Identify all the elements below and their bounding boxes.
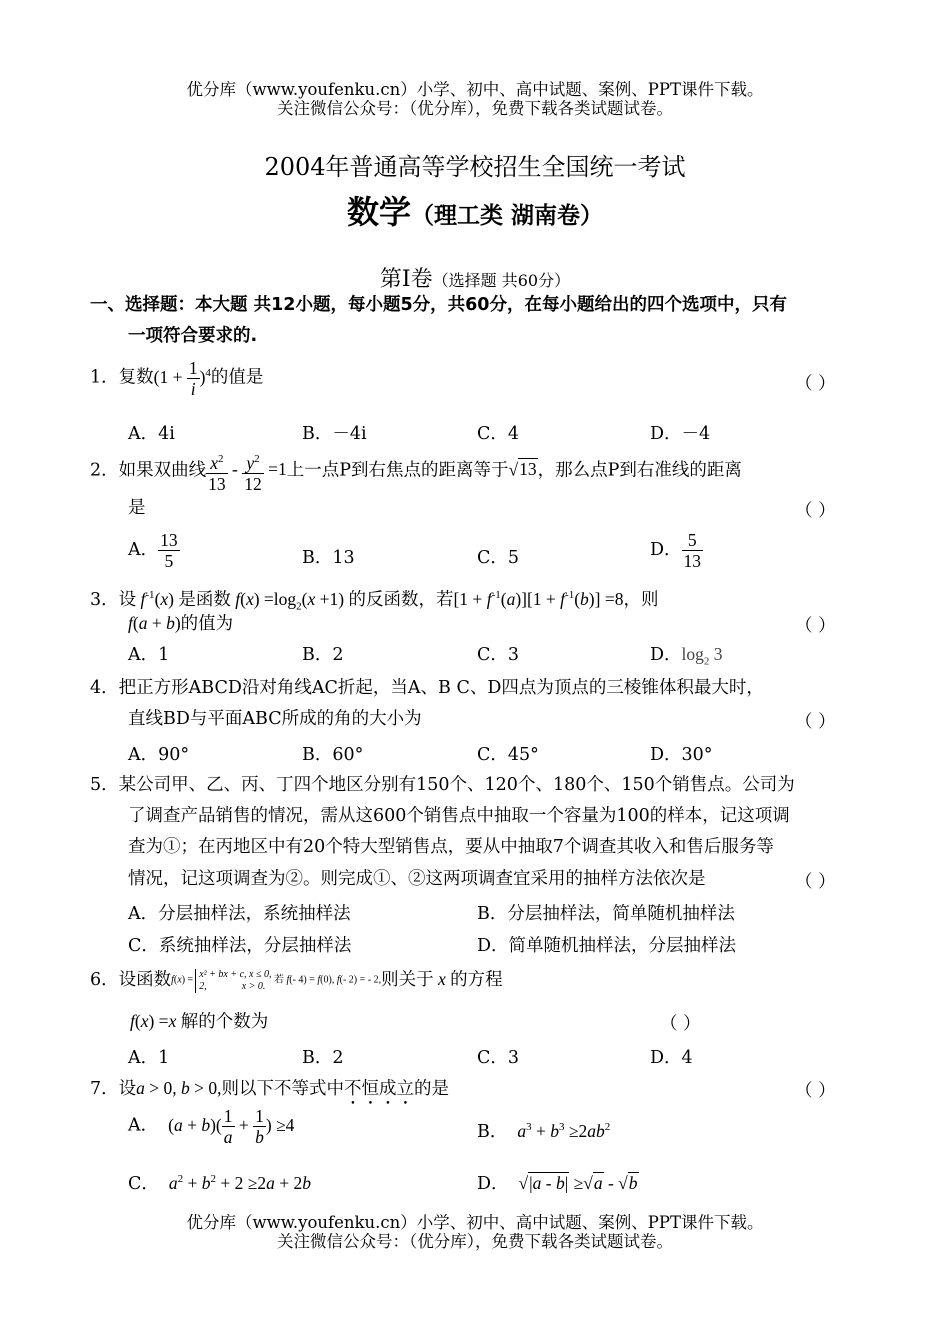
question-5-line-4: 情况，记这项调查为②。则完成①、②这两项调查宜采用的抽样方法依次是 xyxy=(128,869,706,889)
option-d xyxy=(477,1170,639,1195)
answer-blank: （ ） xyxy=(795,616,836,636)
question-6-line-2 xyxy=(130,1010,268,1033)
math-variable: x xyxy=(433,969,451,989)
part-note: （选择题 共60分） xyxy=(432,271,571,290)
option-b: B．2 xyxy=(302,1048,344,1068)
option-c xyxy=(128,1170,311,1195)
math-expression: $f^{-1}(x)$ xyxy=(140,588,179,609)
math-expression: $f(x) =\log_2(x +1)$ xyxy=(235,588,349,613)
option-c: C．5 xyxy=(477,548,520,568)
option-label: D． xyxy=(650,540,682,560)
question-3-line-2 xyxy=(128,612,233,635)
question-2-line-2: 是 xyxy=(128,498,146,518)
math-expression: $a^2 + b^2 + 2 \ge 2a + 2b$ xyxy=(168,1173,311,1193)
option-c: C．3 xyxy=(477,1048,520,1068)
option-label: A． xyxy=(128,540,159,560)
option-d xyxy=(650,641,723,668)
math-expression: (a + b)( $\frac{1}{a}$ + $\frac{1}{b}$ ) ≥4 xyxy=(168,1106,295,1147)
question-text: 上一点P到右焦点的距离等于 xyxy=(286,460,509,481)
question-number: 2． xyxy=(90,460,119,481)
option-d: D．4 xyxy=(650,1048,693,1068)
math-fraction: $\frac{13}{5}$ xyxy=(160,530,178,571)
footer-line-1: 优分库（www.youfenku.cn）小学、初中、高中试题、案例、PPT课件下载。 xyxy=(186,1213,764,1232)
question-number: 7． xyxy=(90,1079,119,1099)
exam-subject-title xyxy=(0,187,950,233)
question-text: 设函数 xyxy=(118,970,172,990)
subject-name: 数学 xyxy=(346,193,411,231)
option-c: C．3 xyxy=(477,645,520,665)
answer-blank: （ ） xyxy=(795,1081,836,1101)
option-b: B．分层抽样法，简单随机抽样法 xyxy=(477,904,735,924)
math-condition: 若 f(- 4) = f(0), f(- 2) = - 2, xyxy=(271,974,382,986)
math-expression: f(x) =x xyxy=(130,1011,177,1031)
option-label: A． xyxy=(128,1115,159,1136)
question-4-line-2: 直线BD与平面ABC所成的角的大小为 xyxy=(128,709,422,729)
option-a: A．1 xyxy=(128,645,170,665)
question-text: ，则 xyxy=(623,589,659,610)
answer-blank: （ ） xyxy=(795,872,836,892)
question-text: 的值为 xyxy=(180,614,234,634)
answer-blank: （ ） xyxy=(795,712,836,732)
option-b: B．13 xyxy=(302,548,355,568)
question-number: 1． xyxy=(90,367,119,388)
part-name: 第Ⅰ卷 xyxy=(379,267,433,292)
question-number: 4． xyxy=(90,678,119,698)
question-7 xyxy=(90,1077,449,1109)
math-sqrt: √13 xyxy=(508,459,537,480)
question-text: 把正方形ABCD沿对角线AC折起，当A、B C、D四点为顶点的三棱锥体积最大时， xyxy=(118,678,764,698)
math-expression: $\log_2 3$ xyxy=(681,644,723,668)
option-a: A．1 xyxy=(128,1048,170,1068)
option-c: C．4 xyxy=(477,424,520,444)
option-c: C．45° xyxy=(477,745,539,765)
question-number: 3． xyxy=(90,589,119,610)
question-text: 的是 xyxy=(414,1079,450,1099)
option-b: B．－4i xyxy=(302,424,367,444)
question-text: 的值是 xyxy=(210,367,264,388)
question-2 xyxy=(90,449,742,494)
option-label: C． xyxy=(128,1174,159,1194)
option-b xyxy=(477,1118,610,1143)
option-b: B．2 xyxy=(302,645,344,665)
question-6 xyxy=(90,968,503,993)
option-label: D． xyxy=(650,645,682,665)
header-line-1: 优分库（www.youfenku.cn）小学、初中、高中试题、案例、PPT课件下载。 xyxy=(186,80,764,99)
question-text: 则以下不等式中 xyxy=(221,1079,345,1099)
question-number: 6． xyxy=(90,970,119,990)
option-b: B．60° xyxy=(302,745,364,765)
question-text: 复数 xyxy=(118,367,154,388)
option-a: A．分层抽样法，系统抽样法 xyxy=(128,904,351,924)
option-d xyxy=(650,530,703,571)
answer-blank: （ ） xyxy=(660,1014,701,1034)
question-5-line-3: 查为①；在丙地区中有20个特大型销售点，要从中抽取7个调查其收入和售后服务等 xyxy=(128,837,774,857)
section-instructions-line-2: 一项符合要求的. xyxy=(128,326,258,346)
option-d: D．30° xyxy=(650,745,713,765)
question-text: ，那么点P到右准线的距离 xyxy=(537,460,742,481)
answer-blank: （ ） xyxy=(795,501,836,521)
question-5 xyxy=(90,774,795,796)
math-expression: f(a + b) xyxy=(128,613,181,633)
option-d: D．简单随机抽样法，分层抽样法 xyxy=(477,936,737,956)
exam-title: 2004年普通高等学校招生全国统一考试 xyxy=(264,153,686,181)
math-expression: $\frac{x^2}{13}$ - $\frac{y^2}{12}$ =1 xyxy=(206,459,287,479)
question-number: 5． xyxy=(90,775,119,795)
question-text: 则关于 xyxy=(381,970,434,990)
part-heading xyxy=(0,262,950,293)
option-label: B． xyxy=(477,1122,508,1142)
math-expression: $a^3 + b^3 \ge 2ab^2$ xyxy=(517,1121,611,1141)
question-text: 的方程 xyxy=(450,970,503,990)
option-a: A．4i xyxy=(128,424,175,444)
math-expression: $[1 + f^{-1}(a)][1 + f^{-1}(b)] =8$ xyxy=(453,588,624,609)
answer-blank: （ ） xyxy=(795,374,836,394)
footer-line-2: 关注微信公众号：（优分库），免费下载各类试题试卷。 xyxy=(277,1232,673,1251)
question-text: 如果双曲线 xyxy=(118,460,207,481)
option-d: D．－4 xyxy=(650,424,711,444)
option-a: A．90° xyxy=(128,745,190,765)
option-a xyxy=(128,1106,294,1147)
math-expression: (1 + $\frac{1}{i}$ )$^4$ xyxy=(153,358,211,399)
question-text: 是函数 xyxy=(178,589,231,610)
question-text: 某公司甲、乙、丙、丁四个地区分别有150个、120个、180个、150个销售点。公司为 xyxy=(118,775,795,795)
option-a xyxy=(128,530,180,571)
section-instructions-line-1: 一、选择题：本大题 共12小题，每小题5分，共60分，在每小题给出的四个选项中，只有 xyxy=(90,295,787,315)
math-expression: a > 0, b > 0, xyxy=(136,1078,222,1098)
question-text: 设 xyxy=(118,589,137,610)
piecewise-function: x² + bx + c, x ≤ 0, 2, x > 0. xyxy=(195,969,271,993)
header-line-2: 关注微信公众号：（优分库），免费下载各类试题试卷。 xyxy=(277,99,673,118)
subject-subtitle: （理工类 湖南卷） xyxy=(411,202,604,229)
option-label: D． xyxy=(477,1174,509,1194)
question-5-line-2: 了调查产品销售的情况，需从这600个销售点中抽取一个容量为100的样本，记这项调 xyxy=(128,806,790,826)
option-c: C．系统抽样法，分层抽样法 xyxy=(128,936,352,956)
emphasized-text: 不恒成立 xyxy=(344,1079,415,1099)
math-fraction: $\frac{5}{13}$ xyxy=(683,530,702,571)
math-expression: √|a - b| ≥√a - √b xyxy=(518,1173,638,1193)
math-expression: f(x) = xyxy=(171,974,194,986)
question-4 xyxy=(90,677,764,699)
question-text: 设 xyxy=(118,1079,137,1099)
question-text: 的反函数，若 xyxy=(348,589,454,610)
question-text: 解的个数为 xyxy=(180,1012,269,1032)
question-1 xyxy=(90,358,263,399)
